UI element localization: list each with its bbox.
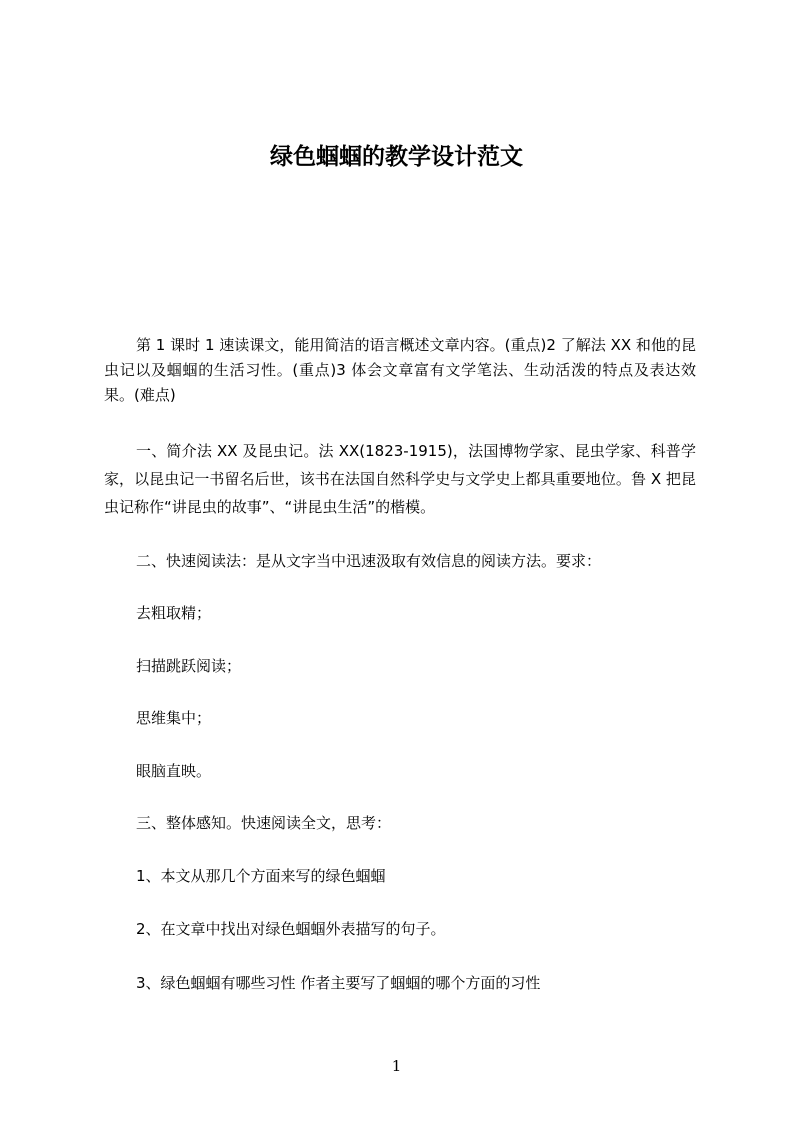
- document-title: 绿色蝈蝈的教学设计范文: [270, 144, 523, 170]
- question-item: 2、在文章中找出对绿色蝈蝈外表描写的句子。: [136, 920, 446, 938]
- section-one-paragraph: 一、简介法 XX 及昆虫记。法 XX(1823-1915)，法国博物学家、昆虫学家、科普学家，以昆虫记一书留名后世，该书在法国自然科学史与文学史上都具重要地位。鲁 X 把昆虫记称作“讲昆虫的故事”、“讲昆虫生活”的楷模。: [104, 442, 696, 516]
- page-number: 1: [391, 1057, 402, 1075]
- section-two-heading: 二、快速阅读法：是从文字当中迅速汲取有效信息的阅读方法。要求：: [136, 552, 602, 570]
- section-three-heading: 三、整体感知。快速阅读全文，思考：: [136, 814, 392, 832]
- question-item: 1、本文从那几个方面来写的绿色蝈蝈: [136, 867, 386, 885]
- question-item: 3、绿色蝈蝈有哪些习性 作者主要写了蝈蝈的哪个方面的习性: [136, 974, 541, 992]
- requirement-item: 扫描跳跃阅读；: [136, 657, 242, 675]
- requirement-item: 思维集中；: [136, 709, 212, 727]
- intro-paragraph: 第 1 课时 1 速读课文，能用简洁的语言概述文章内容。(重点)2 了解法 XX 和他的昆虫记以及蝈蝈的生活习性。(重点)3 体会文章富有文学笔法、生动活泼的特点及表达效果。(难点): [104, 336, 696, 404]
- requirement-item: 眼脑直映。: [136, 762, 212, 780]
- requirement-item: 去粗取精；: [136, 604, 212, 622]
